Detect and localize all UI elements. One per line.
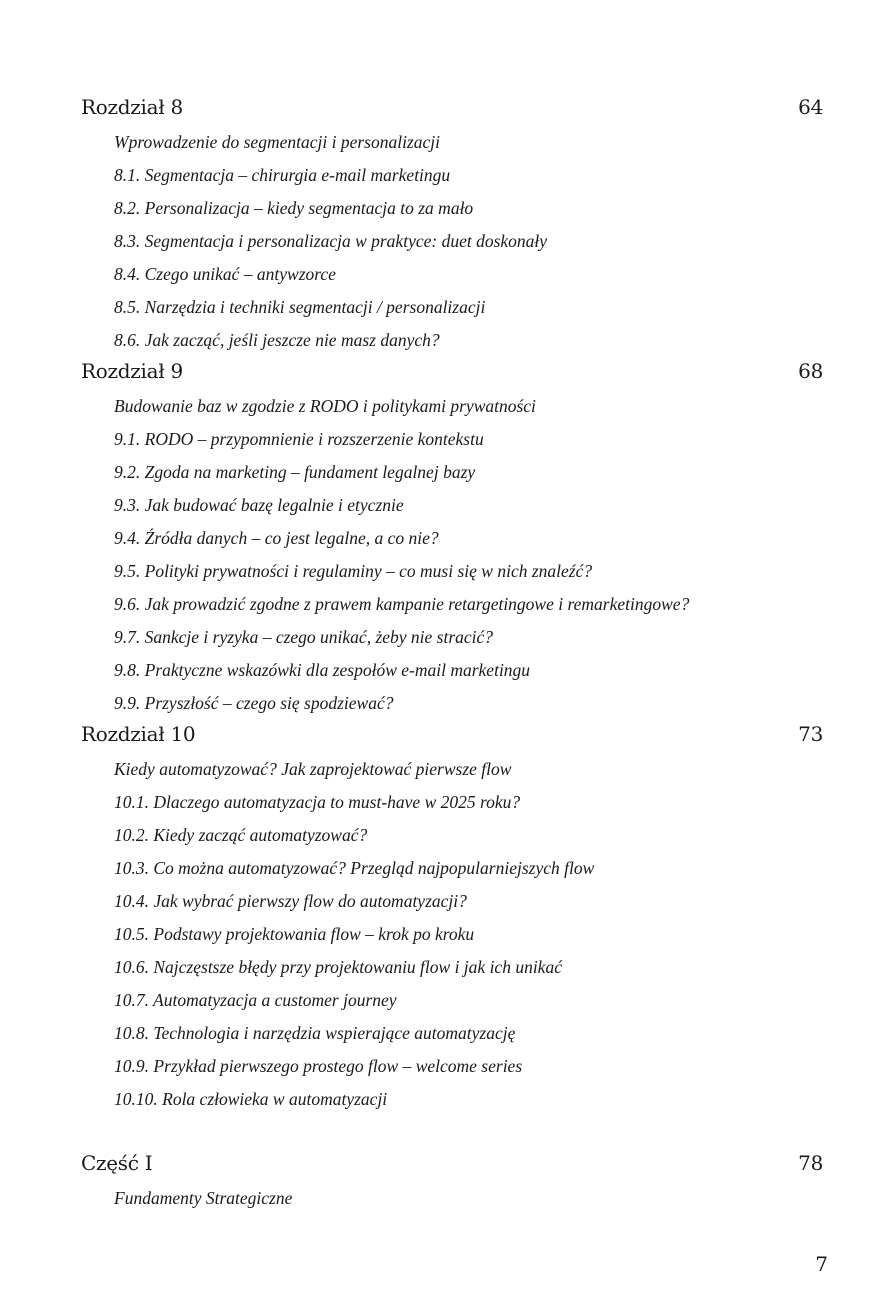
toc-chapter-10[interactable] [81, 720, 823, 748]
toc-part-1[interactable] [81, 1149, 823, 1177]
toc-entry[interactable]: 10.2. Kiedy zacząć automatyzować? [114, 825, 368, 845]
toc-entry[interactable]: 9.3. Jak budować bazę legalnie i etycznie [114, 495, 404, 515]
toc-entry[interactable]: 9.6. Jak prowadzić zgodne z prawem kampanie retargetingowe i remarketingowe? [114, 594, 690, 614]
toc-entry[interactable]: 9.5. Polityki prywatności i regulaminy – co musi się w nich znaleźć? [114, 561, 593, 581]
toc-entry[interactable]: 10.10. Rola człowieka w automatyzacji [114, 1089, 388, 1109]
toc-entry[interactable]: 8.4. Czego unikać – antywzorce [114, 264, 336, 284]
toc-entry[interactable]: 8.2. Personalizacja – kiedy segmentacja to za mało [114, 198, 474, 218]
toc-entry[interactable]: 10.3. Co można automatyzować? Przegląd najpopularniejszych flow [114, 858, 595, 878]
toc-entry[interactable]: 9.8. Praktyczne wskazówki dla zespołów e-mail marketingu [114, 660, 531, 680]
toc-entry[interactable]: 10.7. Automatyzacja a customer journey [114, 990, 397, 1010]
toc-entry[interactable]: 10.5. Podstawy projektowania flow – krok po kroku [114, 924, 475, 944]
chapter-page-number: 64 [798, 95, 823, 119]
toc-entry[interactable]: Budowanie baz w zgodzie z RODO i politykami prywatności [114, 396, 536, 416]
toc-entry[interactable]: 10.4. Jak wybrać pierwszy flow do automatyzacji? [114, 891, 467, 911]
chapter-title: Rozdział 10 [81, 722, 196, 746]
toc-entry[interactable]: 9.7. Sankcje i ryzyka – czego unikać, żeby nie stracić? [114, 627, 494, 647]
toc-entry[interactable]: 9.4. Źródła danych – co jest legalne, a co nie? [114, 528, 439, 548]
toc-entry[interactable]: 8.1. Segmentacja – chirurgia e-mail marketingu [114, 165, 451, 185]
toc-entry[interactable]: 10.1. Dlaczego automatyzacja to must-have w 2025 roku? [114, 792, 521, 812]
toc-entry[interactable]: 10.6. Najczęstsze błędy przy projektowaniu flow i jak ich unikać [114, 957, 562, 977]
toc-entry[interactable]: Kiedy automatyzować? Jak zaprojektować pierwsze flow [114, 759, 512, 779]
toc-entry[interactable]: 8.6. Jak zacząć, jeśli jeszcze nie masz danych? [114, 330, 440, 350]
toc-entry[interactable]: Fundamenty Strategiczne [114, 1188, 293, 1208]
toc-entry[interactable]: 10.8. Technologia i narzędzia wspierające automatyzację [114, 1023, 516, 1043]
toc-entry[interactable]: 8.5. Narzędzia i techniki segmentacji / personalizacji [114, 297, 486, 317]
chapter-page-number: 68 [798, 359, 823, 383]
toc-entry[interactable]: 9.1. RODO – przypomnienie i rozszerzenie kontekstu [114, 429, 484, 449]
toc-chapter-9[interactable] [81, 357, 823, 385]
chapter-title: Rozdział 9 [81, 359, 183, 383]
toc-entry[interactable]: 9.9. Przyszłość – czego się spodziewać? [114, 693, 394, 713]
toc-entry[interactable]: 8.3. Segmentacja i personalizacja w praktyce: duet doskonały [114, 231, 548, 251]
chapter-title: Rozdział 8 [81, 95, 183, 119]
part-page-number: 78 [798, 1151, 823, 1175]
chapter-page-number: 73 [798, 722, 823, 746]
toc-entry[interactable]: 9.2. Zgoda na marketing – fundament legalnej bazy [114, 462, 476, 482]
toc-chapter-8[interactable] [81, 93, 823, 121]
toc-entry[interactable]: Wprowadzenie do segmentacji i personalizacji [114, 132, 440, 152]
part-title: Część I [81, 1151, 153, 1175]
page-number: 7 [815, 1252, 828, 1276]
toc-entry[interactable]: 10.9. Przykład pierwszego prostego flow – welcome series [114, 1056, 523, 1076]
